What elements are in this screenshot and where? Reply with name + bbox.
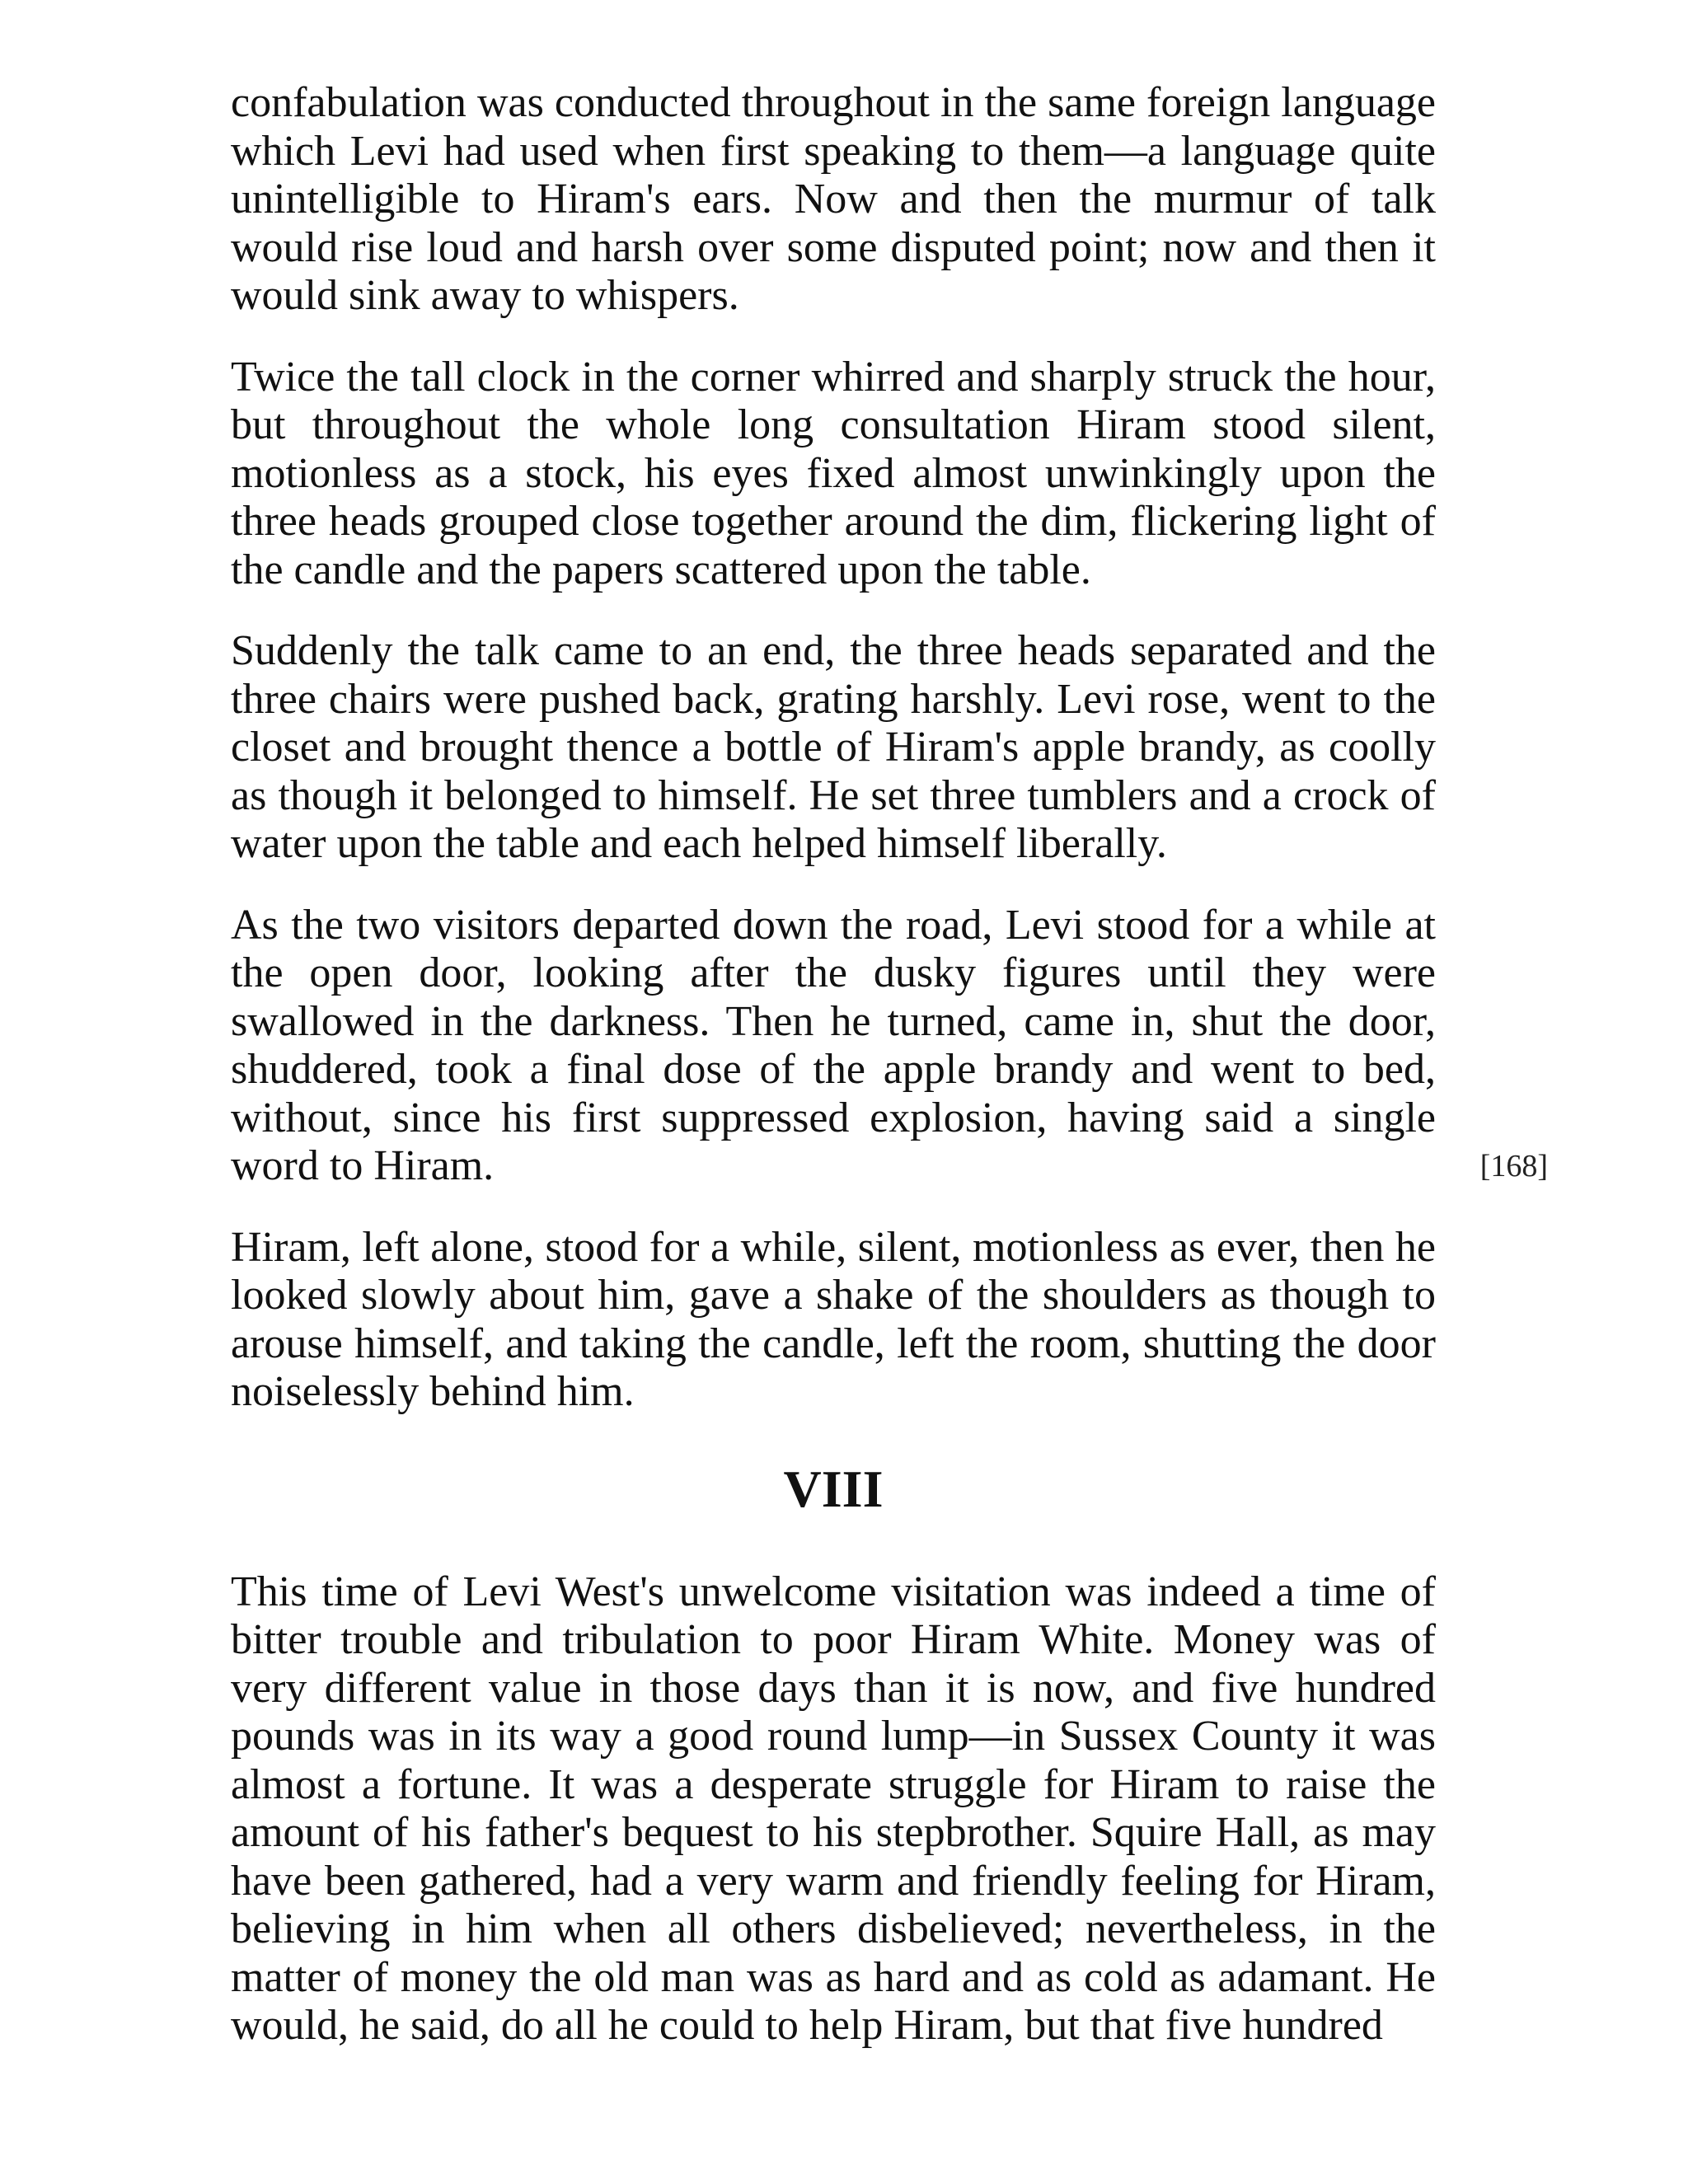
paragraph-hiram-alone: Hiram, left alone, stood for a while, silent, motionless as ever, then he looked slowly about him, gave a shake of the shoulders as though to arouse himself, and taking the candle, left the room, shutting the door noiselessly behind him. — [231, 1223, 1436, 1415]
paragraph-visitors-departed-text: As the two visitors departed down the road, Levi stood for a while at the open door, looking after the dusky figures until they were swallowed in the darkness. Then he turned, came in, shut the door, shuddered, took a final dose of the apple brandy and went to bed, without, since his first suppressed explosion, having said a single word to Hiram. — [231, 901, 1436, 1189]
chapter-heading: VIII — [783, 1459, 884, 1518]
book-page — [231, 79, 1548, 2083]
paragraph-visitors-departed — [231, 901, 1548, 1191]
paragraph-unwelcome-visitation: This time of Levi West's unwelcome visitation was indeed a time of bitter trouble and tribulation to poor Hiram White. Money was of very different value in those days than it is now, and five hundred pounds was in its way a good round lump—in Sussex County it was almost a fortune. It was a desperate struggle for Hiram to raise the amount of his father's bequest to his stepbrother. Squire Hall, as may have been gathered, had a very warm and friendly feeling for Hiram, believing in him when all others disbelieved; nevertheless, in the matter of money the old man was as hard and as cold as adamant. He would, he said, do all he could to help Hiram, but that five hundred — [231, 1568, 1436, 2049]
paragraph-tall-clock: Twice the tall clock in the corner whirred and sharply struck the hour, but throughout the whole long consultation Hiram stood silent, motionless as a stock, his eyes fixed almost unwinkingly upon the three heads grouped close together around the dim, flickering light of the candle and the papers scattered upon the table. — [231, 353, 1436, 593]
paragraph-confabulation: confabulation was conducted throughout in the same foreign language which Levi had used when first speaking to them—a language quite unintelligible to Hiram's ears. Now and then the murmur of talk would rise loud and harsh over some disputed point; now and then it would sink away to whispers. — [231, 79, 1436, 319]
page-number: [168] — [1479, 1149, 1548, 1183]
paragraph-talk-ended: Suddenly the talk came to an end, the three heads separated and the three chairs were pushed back, grating harshly. Levi rose, went to the closet and brought thence a bottle of Hiram's apple brandy, as coolly as though it belonged to himself. He set three tumblers and a crock of water upon the table and each helped himself liberally. — [231, 627, 1436, 867]
